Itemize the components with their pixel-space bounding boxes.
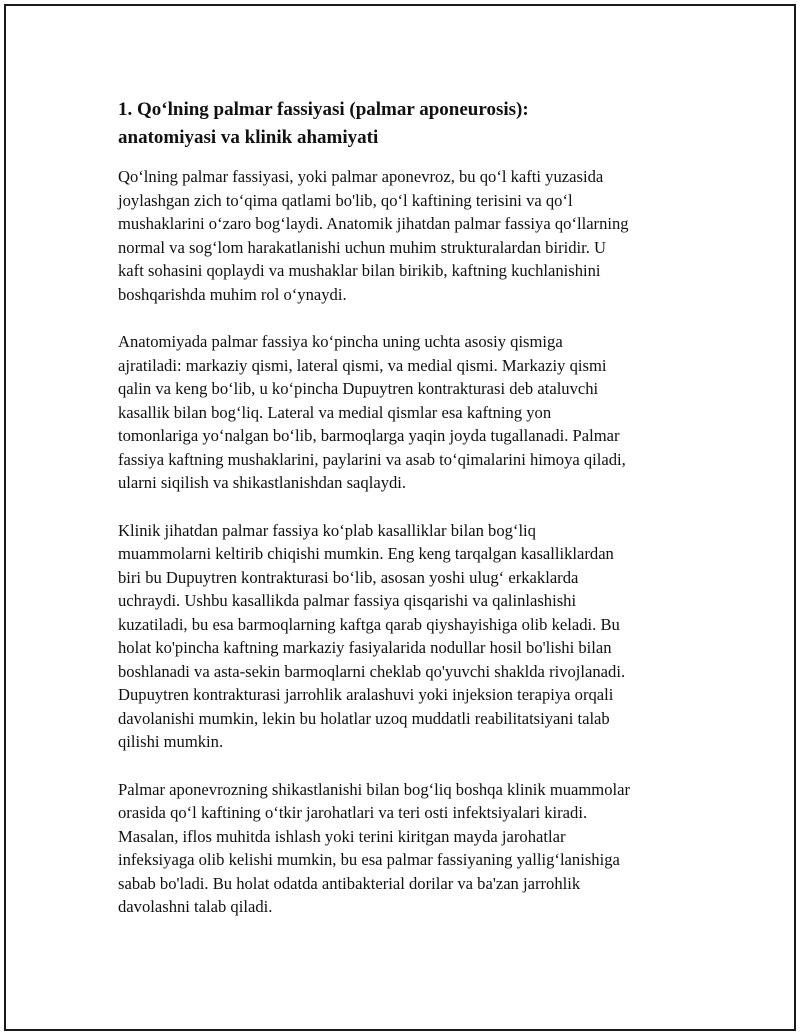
paragraph-line: uchraydi. Ushbu kasallikda palmar fassiya qisqarishi va qalinlashishi [118,591,577,610]
paragraph-line: Qo‘lning palmar fassiyasi, yoki palmar aponevroz, bu qo‘l kafti yuzasida [118,167,604,186]
paragraph-line: normal va sog‘lom harakatlanishi uchun muhim strukturalardan biridir. U [118,237,607,257]
paragraph-line: davolanishi mumkin, lekin bu holatlar uzoq muddatli reabilitatsiyani talab [118,708,610,728]
paragraph-line: sabab bo'ladi. Bu holat odatda antibakterial dorilar va ba'zan jarrohlik [118,873,581,893]
paragraph-line: holat ko'pincha kaftning markaziy fasiyalarida nodullar hosil bo'lishi bilan [118,638,612,657]
paragraph-intro [118,165,692,306]
paragraph-line: mushaklarini o‘zaro bog‘laydi. Anatomik jihatdan palmar fassiya qo‘llarning [118,214,629,233]
paragraph-line: Klinik jihatdan palmar fassiya ko‘plab kasalliklar bilan bog‘liq [118,520,536,540]
paragraph-line: tomonlariga yo‘nalgan bo‘lib, barmoqlarga yaqin joyda tugallanadi. Palmar [118,426,620,445]
document-body [118,96,692,943]
paragraph-line: Dupuytren kontrakturasi jarrohlik aralashuvi yoki injeksion terapiya orqali [118,685,614,704]
section-heading [118,96,692,152]
paragraph-line: boshlanadi va asta-sekin barmoqlarni cheklab qo'yuvchi shaklda rivojlanadi. [118,661,626,681]
paragraph-line: fassiya kaftning mushaklarini, paylarini va asab to‘qimalarini himoya qiladi, [118,449,626,469]
paragraph-line: muammolarni keltirib chiqishi mumkin. Eng keng tarqalgan kasalliklardan [118,544,614,563]
paragraph-line: joylashgan zich to‘qima qatlami bo'lib, qo‘l kaftining terisini va qo‘l [118,190,573,210]
paragraph-line: boshqarishda muhim rol o‘ynaydi. [118,284,347,304]
paragraph-line: Anatomiyada palmar fassiya ko‘pincha uning uchta asosiy qismiga [118,332,563,351]
section-heading-line-1: 1. Qo‘lning palmar fassiyasi (palmar aponeurosis): [118,99,529,120]
section-heading-line-2: anatomiyasi va klinik ahamiyati [118,127,379,148]
paragraph-line: ajratiladi: markaziy qismi, lateral qismi, va medial qismi. Markaziy qismi [118,355,607,375]
paragraph-line: biri bu Dupuytren kontrakturasi bo‘lib, asosan yoshi ulug‘ erkaklarda [118,567,579,587]
paragraph-injuries [118,778,692,919]
paragraph-line: Palmar aponevrozning shikastlanishi bilan bog‘liq boshqa klinik muammolar [118,779,631,799]
paragraph-line: kasallik bilan bog‘liq. Lateral va medial qismlar esa kaftning yon [118,402,552,422]
paragraph-line: Masalan, iflos muhitda ishlash yoki terini kiritgan mayda jarohatlar [118,826,566,846]
paragraph-line: davolashni talab qiladi. [118,897,273,916]
paragraph-line: kaft sohasini qoplaydi va mushaklar bilan birikib, kaftning kuchlanishini [118,261,601,280]
paragraph-line: orasida qo‘l kaftining o‘tkir jarohatlari va teri osti infektsiyalari kiradi. [118,803,588,822]
paragraph-anatomy [118,330,692,495]
paragraph-line: qilishi mumkin. [118,732,224,751]
paragraph-clinical [118,519,692,754]
paragraph-line: qalin va keng bo‘lib, u ko‘pincha Dupuytren kontrakturasi deb ataluvchi [118,379,599,398]
paragraph-line: ularni siqilish va shikastlanishdan saqlaydi. [118,473,407,492]
paragraph-line: kuzatiladi, bu esa barmoqlarning kaftga qarab qiyshayishiga olib keladi. Bu [118,614,620,634]
paragraph-line: infeksiyaga olib kelishi mumkin, bu esa palmar fassiyaning yallig‘lanishiga [118,850,620,869]
